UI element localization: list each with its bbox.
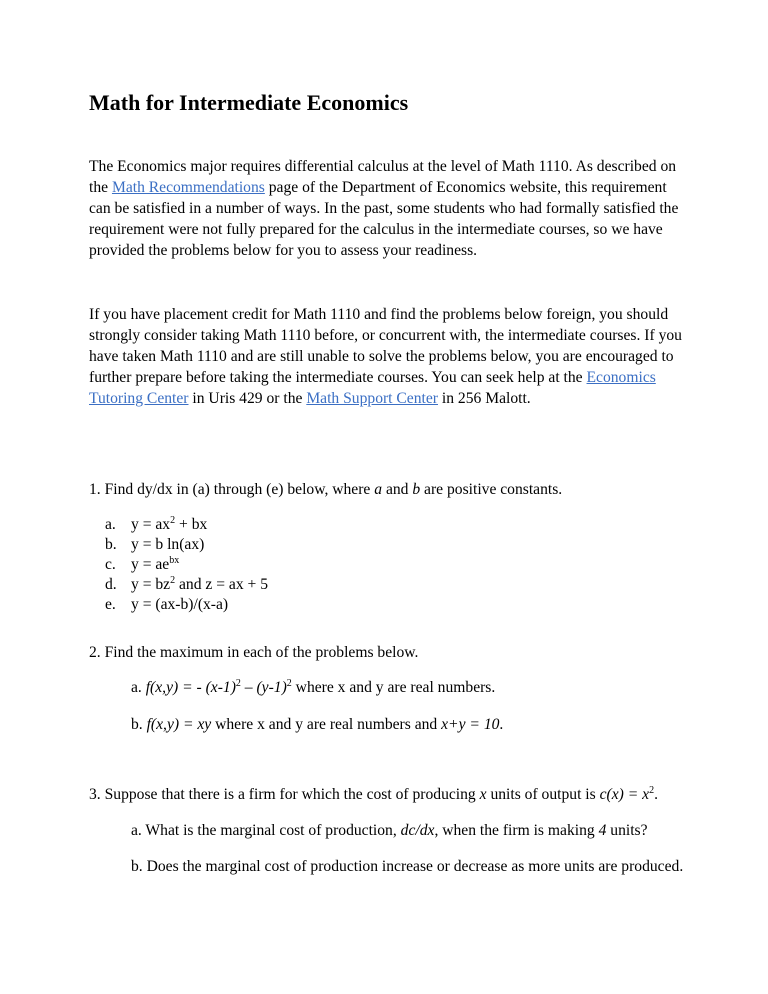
math-recommendations-link[interactable]: Math Recommendations — [111, 179, 265, 196]
q3-sup: 2 — [649, 785, 655, 796]
list-item — [105, 535, 268, 555]
list-marker: d. — [105, 576, 117, 593]
q2a-label: a. — [131, 679, 146, 696]
advice-text: If you have placement credit for Math 1110 and find the problems below foreign, you should strongly consider taking Math 1110 before, or concurrent with, the intermediate courses. If you have taken Math 1110 and are still unable to solve the problems below, you are encouraged to further prepare before taking the intermediate courses. You can seek help at the — [89, 306, 682, 386]
q3-end: . — [654, 786, 658, 803]
list-marker: e. — [105, 596, 116, 613]
economics-tutoring-center-link[interactable]: Economics Tutoring Center — [89, 369, 656, 407]
q3a-text-mid: , when the firm is making — [434, 822, 599, 839]
list-item — [105, 555, 268, 575]
list-item — [105, 575, 268, 595]
item-text-end: + bx — [175, 516, 208, 533]
item-text: y = ax — [131, 516, 171, 533]
q2b-constraint: x+y = 10 — [441, 716, 500, 733]
q2a-formula-cont: – (y-1) — [240, 679, 287, 696]
q3-cost-function: c(x) = x — [599, 786, 650, 803]
q2a-text: where x and y are real numbers. — [291, 679, 496, 696]
list-item — [105, 515, 268, 535]
q1-var-a: a — [374, 481, 383, 498]
q1-text: 1. Find dy/dx in (a) through (e) below, where — [89, 481, 375, 498]
list-marker: a. — [105, 516, 116, 533]
question-2b — [131, 714, 503, 735]
question-2-heading: 2. Find the maximum in each of the problems below. — [89, 644, 419, 661]
advice-text-end: in 256 Malott. — [437, 390, 531, 407]
question-3-heading — [89, 784, 729, 805]
question-3b: b. Does the marginal cost of production increase or decrease as more units are produced. — [131, 858, 684, 875]
item-text: y = (ax-b)/(x-a) — [131, 596, 229, 613]
q2b-end: . — [499, 716, 504, 733]
q1-text-end: are positive constants. — [420, 481, 563, 498]
q1-text-mid: and — [382, 481, 413, 498]
question-3a — [131, 820, 648, 841]
question-1-list — [105, 515, 268, 615]
item-text: y = b ln(ax) — [131, 536, 205, 553]
q3-text: 3. Suppose that there is a firm for which the cost of producing — [89, 786, 480, 803]
question-1-heading — [89, 479, 689, 500]
q2a-formula: f(x,y) = - (x-1) — [145, 679, 236, 696]
q3-text-mid: units of output is — [486, 786, 600, 803]
q2b-label: b. — [131, 716, 147, 733]
q3a-derivative: dc/dx — [400, 822, 435, 839]
page-title: Math for Intermediate Economics — [89, 90, 409, 115]
q2b-text: where x and y are real numbers and — [211, 716, 442, 733]
item-text-end: and z = ax + 5 — [175, 576, 269, 593]
q2a-sup: 2 — [235, 678, 241, 689]
advice-paragraph — [89, 304, 689, 409]
q1-var-b: b — [412, 481, 421, 498]
q3a-end: units? — [606, 822, 648, 839]
list-marker: c. — [105, 556, 116, 573]
q2a-sup-2: 2 — [286, 678, 292, 689]
list-marker: b. — [105, 536, 117, 553]
item-text: y = bz — [131, 576, 171, 593]
item-sup: 2 — [170, 575, 176, 586]
intro-text: The Economics major requires differential calculus at the level of Math 1110. As described on the — [89, 158, 677, 196]
q3a-number: 4 — [598, 822, 607, 839]
math-support-center-link[interactable]: Math Support Center — [306, 390, 438, 407]
list-item — [105, 595, 268, 615]
q3-var-x: x — [479, 786, 487, 803]
item-sup: 2 — [170, 515, 176, 526]
intro-paragraph — [89, 156, 689, 261]
q3a-text: a. What is the marginal cost of production, — [131, 822, 401, 839]
item-text: y = ae — [131, 556, 170, 573]
advice-text-mid: in Uris 429 or the — [188, 390, 307, 407]
question-2a — [131, 677, 495, 698]
item-sup: bx — [169, 555, 180, 566]
q2b-formula: f(x,y) = xy — [146, 716, 212, 733]
intro-text-cont: page of the Department of Economics website, this requirement can be satisfied in a number of ways. In the past, some students who had formally satisfied the requirement were not fully prepared for the calculus in the intermediate courses, so we have provided the problems below for you to assess your readiness. — [89, 179, 679, 259]
